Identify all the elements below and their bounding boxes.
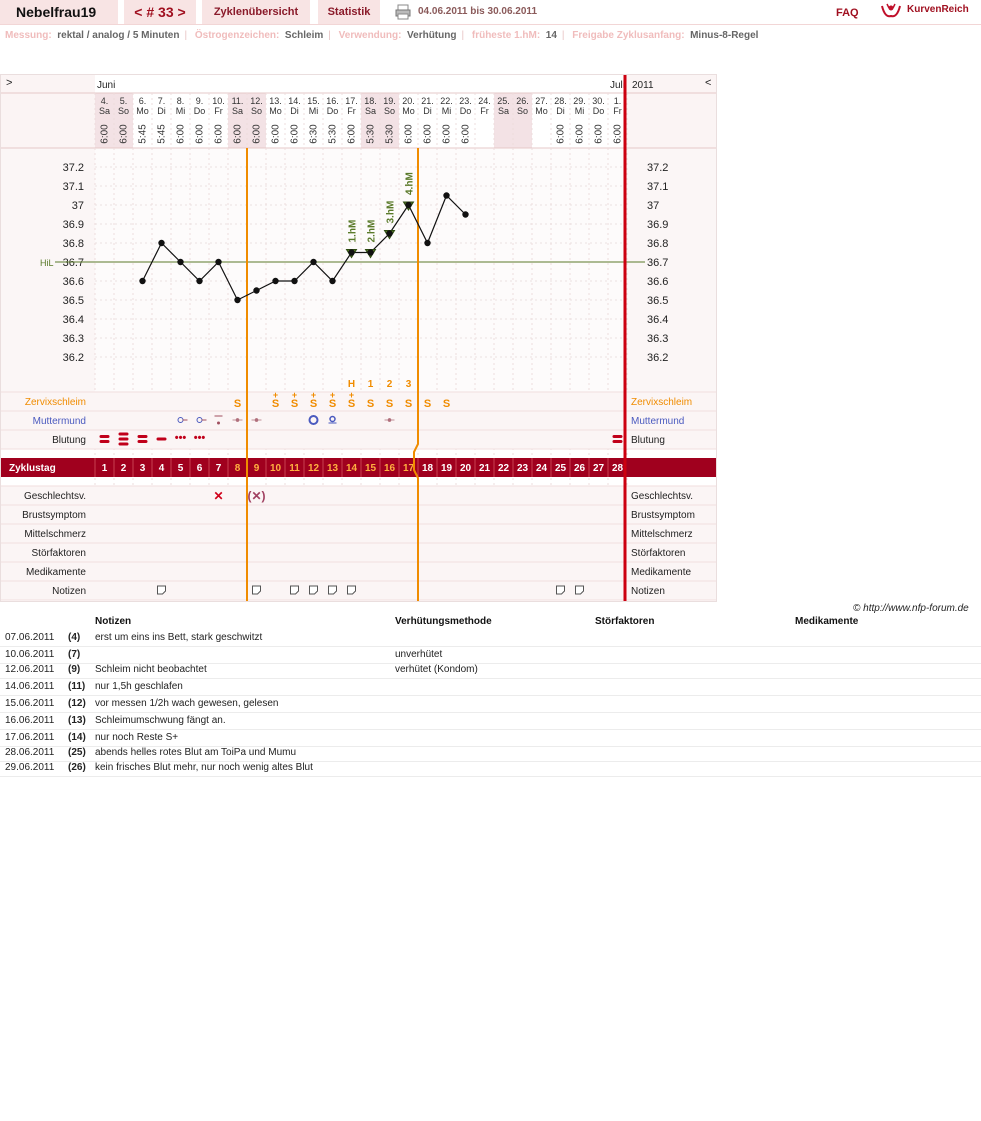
measure-time: 5:30	[327, 124, 339, 144]
day-date: 8.	[176, 96, 185, 106]
blutung-bar	[157, 438, 167, 441]
temperature-point	[139, 278, 145, 284]
y-tick-left: 36.2	[62, 352, 84, 364]
faq-link[interactable]: FAQ	[836, 7, 859, 19]
cycle-day-number: 21	[478, 463, 491, 474]
note-icon	[291, 586, 299, 594]
temperature-point	[443, 192, 449, 198]
cycle-day-number: 25	[554, 463, 567, 474]
table-row	[0, 696, 981, 713]
day-date: 19.	[383, 96, 396, 106]
y-tick-left: 37.2	[62, 162, 84, 174]
note-icon	[329, 586, 337, 594]
row-label-left: Blutung	[52, 435, 86, 446]
blutung-bar	[119, 443, 129, 446]
note-text: nur noch Reste S+	[95, 732, 179, 743]
measure-time: 6:00	[99, 124, 111, 144]
note-date: 14.06.2011	[5, 681, 55, 692]
hilfslinie-label: HiL	[40, 258, 54, 268]
blutung-bar	[613, 435, 623, 438]
day-date: 29.	[573, 96, 586, 106]
note-icon	[253, 586, 261, 594]
row-background	[0, 543, 717, 562]
day-weekday: Fr	[480, 106, 489, 116]
cycle-day-number: 7	[215, 463, 222, 474]
y-tick-left: 36.5	[62, 295, 84, 307]
zervix-symbol: S	[404, 398, 413, 410]
measure-time: 6:00	[251, 124, 263, 144]
zervix-symbol: S	[442, 398, 451, 410]
day-weekday: Di	[157, 106, 166, 116]
row-label-left: Muttermund	[32, 416, 86, 427]
nav-next: <	[705, 77, 712, 89]
zyklustag-bar	[0, 458, 717, 477]
zervix-symbol: S	[385, 398, 394, 410]
cycle-day-number: 14	[345, 463, 358, 474]
temperature-point	[405, 202, 411, 208]
measure-time: 6:00	[612, 124, 624, 144]
y-tick-right: 36.6	[647, 276, 669, 288]
note-icon	[557, 586, 565, 594]
cycle-day-number: 17	[402, 463, 415, 474]
day-weekday: Mi	[175, 106, 186, 116]
cycle-day-number: 22	[497, 463, 510, 474]
cycle-day-number: 1	[101, 463, 108, 474]
day-weekday: Di	[290, 106, 299, 116]
note-text: vor messen 1/2h wach gewesen, gelesen	[95, 698, 279, 709]
zervix-symbol: S	[271, 398, 280, 410]
note-method: verhütet (Kondom)	[395, 664, 478, 675]
row-label-right: Geschlechtsv.	[631, 491, 694, 502]
measure-time: 6:00	[574, 124, 586, 144]
kurvenreich-logo[interactable]	[880, 2, 981, 20]
temperature-point	[177, 259, 183, 265]
blutung-bar	[138, 435, 148, 438]
measure-time: 5:45	[137, 124, 149, 144]
day-date: 6.	[138, 96, 147, 106]
setting-key-messung: Messung:	[5, 30, 52, 41]
y-tick-right: 37.2	[647, 162, 669, 174]
setting-key-frueheste: früheste 1.hM:	[471, 30, 541, 41]
y-tick-right: 36.5	[647, 295, 669, 307]
measure-time: 6:00	[118, 124, 130, 144]
y-tick-left: 36.6	[62, 276, 84, 288]
table-row	[0, 662, 981, 679]
high-measurement-label: 2.hM	[366, 219, 378, 243]
day-date: 12.	[250, 96, 263, 106]
row-label-right: Brustsymptom	[631, 510, 695, 521]
cycle-day-number: 9	[253, 463, 260, 474]
y-tick-left: 36.3	[62, 333, 84, 345]
row-label-right: Medikamente	[631, 567, 692, 578]
temperature-point	[158, 240, 164, 246]
measure-time: 5:45	[156, 124, 168, 144]
measure-time: 6:00	[346, 124, 358, 144]
muttermund-dot	[217, 422, 220, 425]
y-tick-right: 36.4	[647, 314, 669, 326]
day-date: 16.	[326, 96, 339, 106]
zervix-symbol: S	[309, 398, 318, 410]
note-cycle-day: (7)	[68, 649, 81, 660]
measure-time: 6:00	[555, 124, 567, 144]
day-date: 5.	[119, 96, 128, 106]
setting-value-oestrogen: Schleim	[284, 30, 324, 41]
cycle-day-number: 12	[307, 463, 320, 474]
peak-label: H	[347, 379, 356, 390]
note-cycle-day: (9)	[68, 664, 81, 675]
y-tick-right: 36.8	[647, 238, 669, 250]
measure-time: 5:30	[365, 124, 377, 144]
cycle-day-number: 5	[177, 463, 184, 474]
day-weekday: Mi	[574, 106, 585, 116]
day-date: 17.	[345, 96, 358, 106]
row-background	[0, 505, 717, 524]
row-background	[0, 581, 717, 600]
day-weekday: Do	[193, 106, 206, 116]
day-weekday: Fr	[214, 106, 223, 116]
measure-time: 6:00	[270, 124, 282, 144]
date-range: 04.06.2011 bis 30.06.2011	[418, 6, 537, 17]
header-verhuetung: Verhütungsmethode	[395, 616, 492, 627]
temperature-point	[386, 230, 392, 236]
cycle-day-number: 2	[120, 463, 127, 474]
zervix-symbol: S	[366, 398, 375, 410]
row-label-right: Muttermund	[631, 416, 685, 427]
day-date: 13.	[269, 96, 282, 106]
cycle-day-number: 6	[196, 463, 203, 474]
cycle-day-number: 20	[459, 463, 472, 474]
row-label-right: Störfaktoren	[631, 548, 686, 559]
high-measurement-label: 3.hM	[385, 200, 397, 224]
y-tick-left: 37	[71, 200, 84, 212]
temperature-point	[462, 211, 468, 217]
day-weekday: Sa	[98, 106, 111, 116]
day-date: 15.	[307, 96, 320, 106]
y-tick-right: 36.9	[647, 219, 669, 231]
row-label-right: Zervixschleim	[631, 397, 693, 408]
cycle-day-number: 28	[611, 463, 624, 474]
note-cycle-day: (14)	[68, 732, 86, 743]
note-text: erst um eins ins Bett, stark geschwitzt	[95, 632, 263, 643]
day-weekday: Do	[326, 106, 339, 116]
temperature-point	[196, 278, 202, 284]
measure-time: 6:00	[289, 124, 301, 144]
y-tick-right: 36.2	[647, 352, 669, 364]
row-background	[0, 524, 717, 543]
note-cycle-day: (13)	[68, 715, 86, 726]
measure-time: 6:00	[232, 124, 244, 144]
row-label-left: Notizen	[52, 586, 86, 597]
username: Nebelfrau19	[0, 0, 118, 24]
cycle-day-number: 10	[269, 463, 282, 474]
header-notizen: Notizen	[95, 616, 132, 627]
day-weekday: So	[250, 106, 263, 116]
blutung-bar	[100, 435, 110, 438]
row-label-right: Notizen	[631, 586, 665, 597]
cycle-day-number: 3	[139, 463, 146, 474]
day-date: 22.	[440, 96, 453, 106]
cycle-day-number: 23	[516, 463, 529, 474]
peak-label: 2	[386, 379, 393, 390]
day-weekday: Mo	[402, 106, 415, 116]
table-row	[0, 679, 981, 696]
peak-label: 1	[367, 379, 374, 390]
y-tick-left: 37.1	[62, 181, 84, 193]
temperature-point	[215, 259, 221, 265]
note-cycle-day: (11)	[68, 681, 86, 692]
day-weekday: Do	[592, 106, 605, 116]
row-label-left: Mittelschmerz	[24, 529, 86, 540]
measure-time: 6:00	[441, 124, 453, 144]
note-date: 10.06.2011	[5, 649, 55, 660]
day-date: 18.	[364, 96, 377, 106]
zervix-plus: +	[329, 390, 336, 400]
table-row	[0, 713, 981, 730]
temperature-point	[310, 259, 316, 265]
note-text: Schleim nicht beobachtet	[95, 664, 207, 675]
header-stoerfaktoren: Störfaktoren	[595, 616, 655, 627]
row-background	[0, 411, 717, 430]
note-cycle-day: (26)	[68, 762, 86, 773]
y-tick-left: 36.9	[62, 219, 84, 231]
cycle-day-number: 15	[364, 463, 377, 474]
high-measurement-label: 1.hM	[347, 219, 359, 243]
zervix-plus: +	[310, 390, 317, 400]
month-label-end: Juli	[610, 80, 626, 91]
temperature-point	[253, 287, 259, 293]
day-weekday: Mo	[269, 106, 282, 116]
day-weekday: Sa	[497, 106, 510, 116]
table-row	[0, 630, 981, 647]
blutung-bar	[100, 440, 110, 443]
temperature-point	[291, 278, 297, 284]
row-label-right: Blutung	[631, 435, 665, 446]
top-bar	[0, 0, 981, 25]
header-medikamente: Medikamente	[795, 616, 859, 627]
note-text: nur 1,5h geschlafen	[95, 681, 183, 692]
setting-key-oestrogen: Östrogenzeichen:	[194, 30, 280, 41]
note-cycle-day: (25)	[68, 747, 86, 758]
note-text: abends helles rotes Blut am ToiPa und Mumu	[95, 747, 297, 758]
zervix-plus: +	[348, 390, 355, 400]
row-background	[0, 430, 717, 449]
table-row	[0, 760, 981, 777]
temperature-point	[234, 297, 240, 303]
measure-time: 6:00	[194, 124, 206, 144]
temperature-point	[329, 278, 335, 284]
day-date: 14.	[288, 96, 301, 106]
cycle-day-number: 8	[234, 463, 241, 474]
day-weekday: Di	[556, 106, 565, 116]
setting-value-freigabe: Minus-8-Regel	[690, 30, 759, 41]
zervix-symbol: S	[423, 398, 432, 410]
note-date: 15.06.2011	[5, 698, 55, 709]
blutung-bar	[138, 440, 148, 443]
note-icon	[348, 586, 356, 594]
temperature-point	[348, 249, 354, 255]
zervix-symbol: S	[328, 398, 337, 410]
row-label-left: Zervixschleim	[24, 397, 86, 408]
day-date: 9.	[195, 96, 204, 106]
day-weekday: Fr	[613, 106, 622, 116]
temperature-chart-svg	[0, 74, 717, 602]
note-date: 16.06.2011	[5, 715, 55, 726]
logo-icon	[880, 2, 902, 20]
header-left-panel	[0, 74, 95, 148]
measure-time: 6:00	[175, 124, 187, 144]
cycle-chart	[0, 74, 717, 602]
day-weekday: Sa	[231, 106, 244, 116]
day-date: 11.	[231, 96, 244, 106]
note-date: 12.06.2011	[5, 664, 55, 675]
measure-time: 6:00	[593, 124, 605, 144]
temperature-point	[367, 249, 373, 255]
day-date: 26.	[516, 96, 529, 106]
y-tick-left: 36.7	[62, 257, 84, 269]
row-background	[0, 392, 717, 411]
day-date: 20.	[402, 96, 415, 106]
setting-key-freigabe: Freigabe Zyklusanfang:	[572, 30, 685, 41]
zervix-symbol: S	[347, 398, 356, 410]
day-date: 25.	[497, 96, 510, 106]
measure-time: 5:30	[384, 124, 396, 144]
y-tick-right: 36.7	[647, 257, 669, 269]
blutung-bar	[613, 440, 623, 443]
intercourse-mark: (✕)	[247, 489, 266, 503]
zervix-plus: +	[291, 390, 298, 400]
note-icon	[158, 586, 166, 594]
cycle-day-number: 27	[592, 463, 605, 474]
day-weekday: Mi	[308, 106, 319, 116]
blutung-bar	[119, 438, 129, 441]
zervix-symbol: S	[233, 398, 242, 410]
cycle-day-number: 4	[158, 463, 165, 474]
temperature-point	[272, 278, 278, 284]
day-date: 4.	[100, 96, 109, 106]
day-date: 23.	[459, 96, 472, 106]
settings-line: Messung: rektal / analog / 5 Minuten | Östrogenzeichen: Schleim | Verwendung: Verhütung | früheste 1.hM: 14 | Freigabe Zyklusanfang: Minus-8-Regel	[5, 30, 759, 41]
day-weekday: Fr	[347, 106, 356, 116]
zervix-symbol: S	[290, 398, 299, 410]
note-date: 07.06.2011	[5, 632, 55, 643]
day-weekday: Sa	[364, 106, 377, 116]
day-date: 27.	[535, 96, 548, 106]
tab-statistik[interactable]: Statistik	[318, 0, 380, 24]
tab-zyklenuebersicht[interactable]: Zyklenübersicht	[202, 0, 310, 24]
cycle-day-number: 11	[289, 463, 300, 474]
day-weekday: So	[516, 106, 529, 116]
measure-time: 6:30	[308, 124, 320, 144]
row-label-left: Medikamente	[25, 567, 86, 578]
temperature-point	[424, 240, 430, 246]
day-weekday: Mo	[136, 106, 149, 116]
note-text: kein frisches Blut mehr, nur noch wenig altes Blut	[95, 762, 313, 773]
setting-value-verwendung: Verhütung	[407, 30, 457, 41]
day-weekday: Mi	[441, 106, 452, 116]
nav-prev: >	[6, 77, 13, 89]
printer-icon[interactable]	[395, 4, 411, 20]
note-cycle-day: (12)	[68, 698, 86, 709]
month-label-start: Juni	[97, 80, 116, 91]
day-date: 21.	[421, 96, 434, 106]
blutung-bar	[119, 433, 129, 436]
note-icon	[310, 586, 318, 594]
y-tick-right: 37.1	[647, 181, 669, 193]
measure-time: 6:00	[403, 124, 415, 144]
day-date: 24.	[478, 96, 491, 106]
cycle-day-number: 19	[440, 463, 453, 474]
day-date: 1.	[613, 96, 622, 106]
measure-time: 6:00	[460, 124, 472, 144]
cycle-navigation[interactable]: < # 33 >	[124, 0, 196, 24]
measure-time: 6:00	[213, 124, 225, 144]
logo-text: KurvenReich	[907, 4, 969, 15]
y-tick-left: 36.8	[62, 238, 84, 250]
cycle-day-number: 18	[421, 463, 434, 474]
note-text: Schleimumschwung fängt an.	[95, 715, 226, 726]
zyklustag-label: Zyklustag	[9, 463, 56, 474]
row-background	[0, 562, 717, 581]
note-date: 28.06.2011	[5, 747, 55, 758]
row-label-left: Störfaktoren	[31, 548, 86, 559]
measure-time: 6:00	[422, 124, 434, 144]
row-background	[0, 486, 717, 505]
day-weekday: Do	[459, 106, 472, 116]
day-weekday: So	[117, 106, 130, 116]
note-method: unverhütet	[395, 649, 443, 660]
cycle-day-number: 26	[573, 463, 586, 474]
day-weekday: Mo	[535, 106, 548, 116]
y-tick-left: 36.4	[62, 314, 84, 326]
y-tick-right: 37	[647, 200, 660, 212]
note-date: 17.06.2011	[5, 732, 55, 743]
zervix-plus: +	[272, 390, 279, 400]
note-icon	[576, 586, 584, 594]
cycle-day-number: 24	[535, 463, 548, 474]
high-measurement-label: 4.hM	[404, 172, 416, 195]
day-date: 30.	[592, 96, 605, 106]
day-date: 28.	[554, 96, 567, 106]
setting-key-verwendung: Verwendung:	[338, 30, 402, 41]
blutung-spotting: •••	[193, 432, 206, 444]
note-cycle-day: (4)	[68, 632, 81, 643]
setting-value-frueheste: 14	[545, 30, 557, 41]
day-weekday: Di	[423, 106, 432, 116]
y-tick-right: 36.3	[647, 333, 669, 345]
blutung-spotting: •••	[174, 432, 187, 444]
peak-label: 3	[405, 379, 412, 390]
day-date: 7.	[157, 96, 166, 106]
year-label: 2011	[632, 80, 654, 91]
row-label-left: Geschlechtsv.	[23, 491, 86, 502]
day-weekday: So	[383, 106, 396, 116]
copyright: © http://www.nfp-forum.de	[853, 603, 969, 614]
cycle-day-number: 16	[383, 463, 396, 474]
setting-value-messung: rektal / analog / 5 Minuten	[57, 30, 180, 41]
intercourse-mark: ✕	[213, 489, 224, 503]
row-label-left: Brustsymptom	[22, 510, 86, 521]
row-label-right: Mittelschmerz	[631, 529, 693, 540]
day-date: 10.	[212, 96, 225, 106]
note-date: 29.06.2011	[5, 762, 55, 773]
cycle-day-number: 13	[326, 463, 339, 474]
